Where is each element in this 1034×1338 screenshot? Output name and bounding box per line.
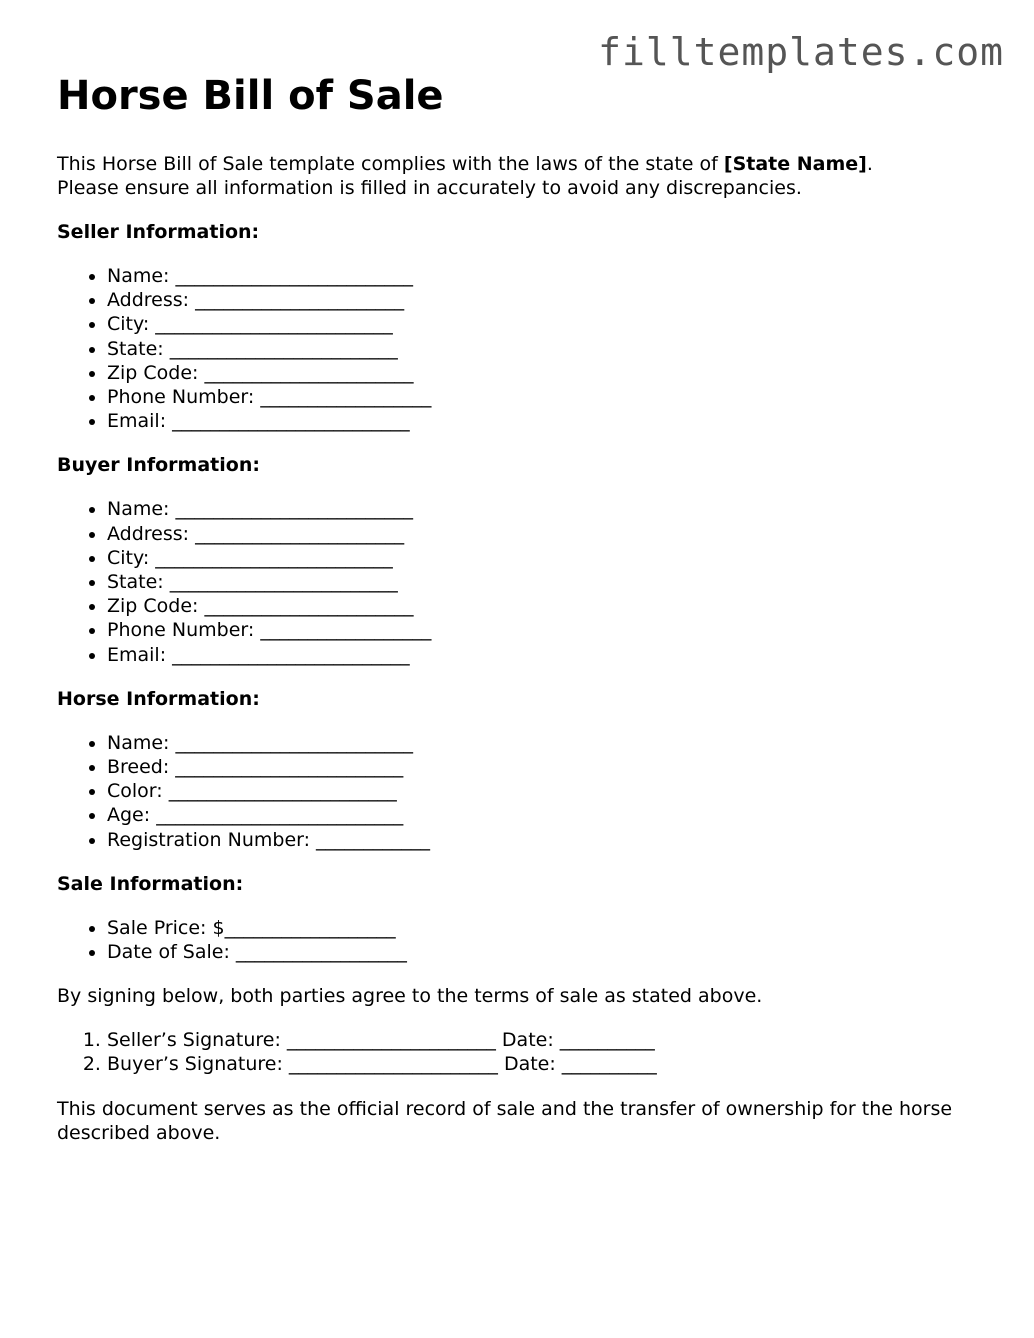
- buyer-signature-line: 2. Buyer’s Signature: ______________________ Date: __________: [107, 1052, 977, 1076]
- buyer-section-title: Buyer Information:: [57, 454, 260, 477]
- sale-date-field: • Date of Sale: __________________: [107, 940, 977, 964]
- horse-field-list: [57, 731, 977, 852]
- seller-section-title: Seller Information:: [57, 221, 260, 243]
- horse-registration-field: • Registration Number: ____________: [107, 828, 977, 852]
- buyer-city-field: • City: _________________________: [107, 546, 977, 570]
- seller-state-field: • State: ________________________: [107, 337, 977, 361]
- buyer-name-field: • Name: _________________________: [107, 497, 977, 521]
- sale-price-field: • Sale Price: $__________________: [107, 916, 977, 940]
- intro-period: .: [866, 153, 873, 175]
- horse-color-field: • Color: ________________________: [107, 779, 977, 803]
- horse-section-title: Horse Information:: [57, 687, 260, 710]
- horse-age-field: • Age: __________________________: [107, 803, 977, 827]
- buyer-email-field: • Email: _________________________: [107, 643, 977, 667]
- watermark: filltemplates.com: [598, 30, 1004, 74]
- buyer-address-field: • Address: ______________________: [107, 522, 977, 546]
- seller-address-field: • Address: ______________________: [107, 288, 977, 312]
- intro-text-line2: Please ensure all information is filled in accurately to avoid any discrepancies.: [57, 177, 802, 199]
- seller-phone-field: • Phone Number: __________________: [107, 385, 977, 409]
- seller-email-field: • Email: _________________________: [107, 409, 977, 433]
- sale-section-title: Sale Information:: [57, 872, 244, 895]
- document-body: [57, 72, 977, 1145]
- seller-field-list: [57, 264, 977, 433]
- sale-field-list: [57, 916, 977, 964]
- signature-list: [57, 1028, 977, 1076]
- horse-breed-field: • Breed: ________________________: [107, 755, 977, 779]
- closing-paragraph: This document serves as the official record of sale and the transfer of ownership for the horse described above.: [57, 1097, 953, 1144]
- horse-name-field: • Name: _________________________: [107, 731, 977, 755]
- seller-zip-field: • Zip Code: ______________________: [107, 361, 977, 385]
- seller-name-field: • Name: _________________________: [107, 264, 977, 288]
- buyer-zip-field: • Zip Code: ______________________: [107, 594, 977, 618]
- intro-paragraph: [57, 152, 977, 200]
- intro-text: This Horse Bill of Sale template complies with the laws of the state of: [57, 153, 724, 175]
- buyer-phone-field: • Phone Number: __________________: [107, 618, 977, 642]
- seller-city-field: • City: _________________________: [107, 312, 977, 336]
- state-name-placeholder: [State Name]: [723, 153, 867, 175]
- agreement-text: By signing below, both parties agree to the terms of sale as stated above.: [57, 985, 763, 1008]
- buyer-field-list: [57, 497, 977, 666]
- buyer-state-field: • State: ________________________: [107, 570, 977, 594]
- document-title: Horse Bill of Sale: [57, 73, 444, 119]
- seller-signature-line: 1. Seller’s Signature: ______________________ Date: __________: [107, 1028, 977, 1052]
